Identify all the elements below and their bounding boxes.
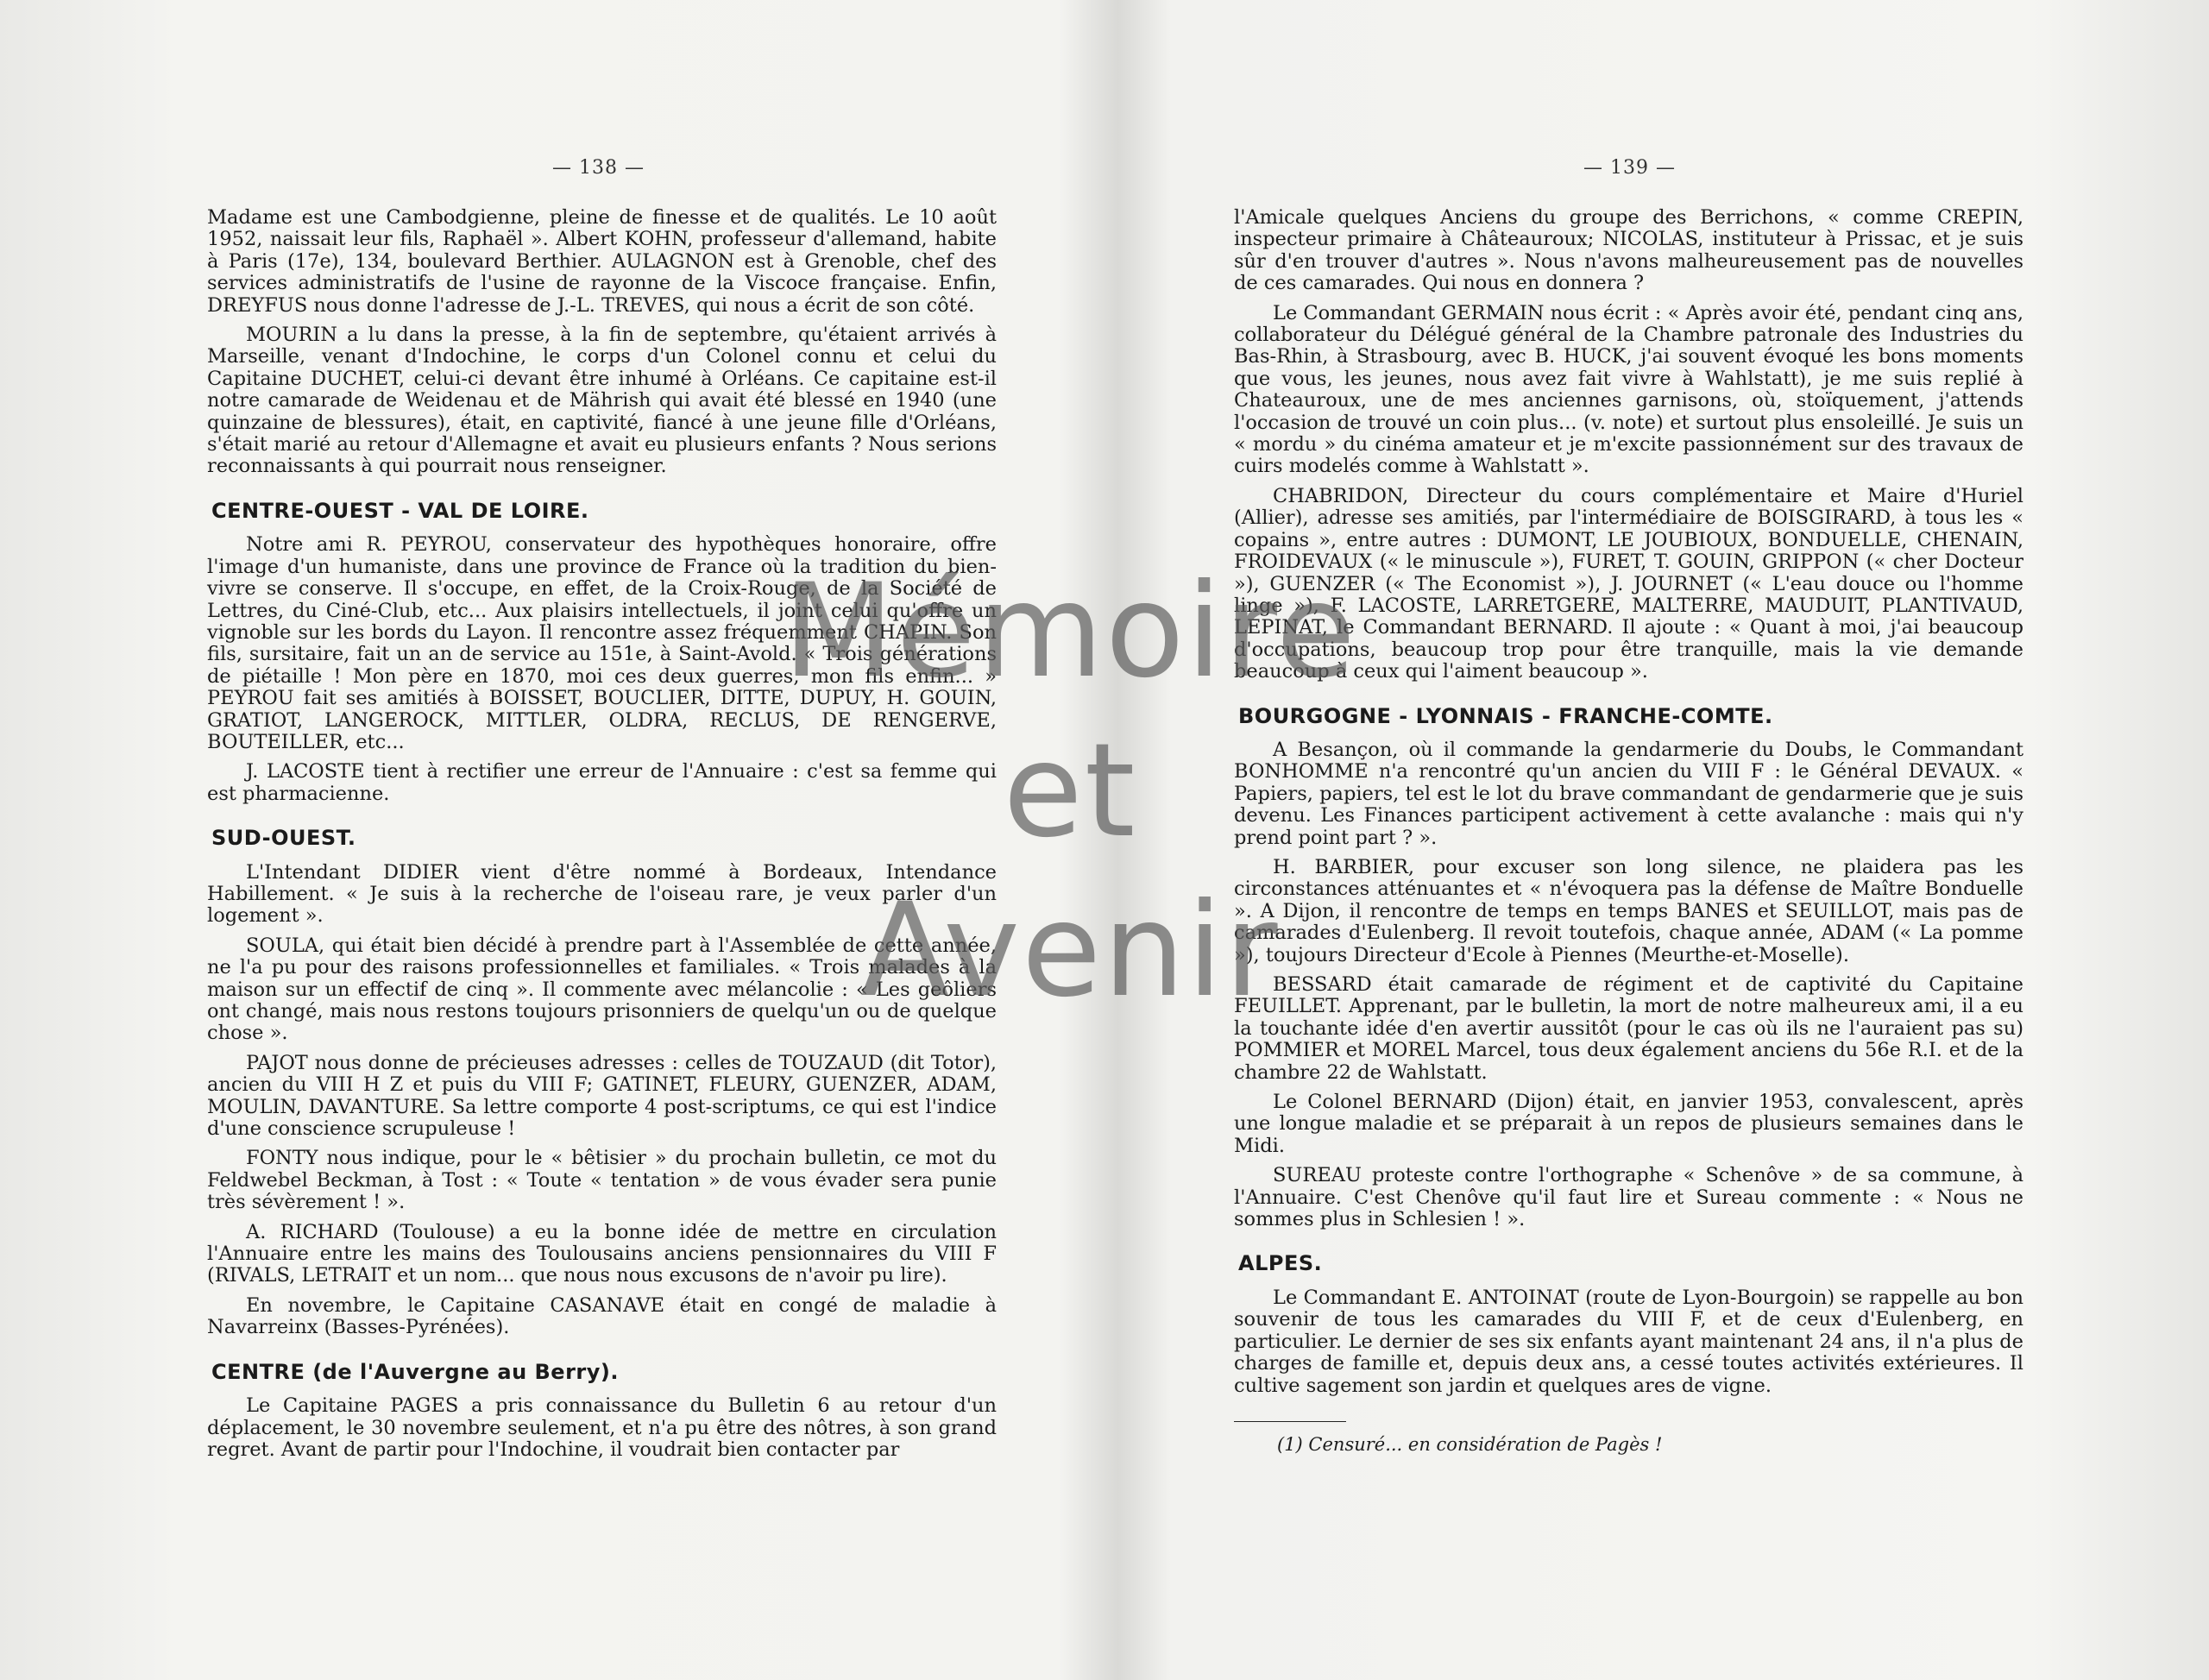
paragraph: CHABRIDON, Directeur du cours complémentaire et Maire d'Huriel (Allier), adresse ses amitiés, par l'intermédiaire de BOISGIRARD, à tous les « copains », entre autres : DUMONT, LE JOUBIOUX, BONDUELLE, CHENAIN, FROIDEVAUX (« le minuscule »), FURET, T. GOUIN, GRIPPON (« cher Docteur »), GUENZER (« The Economist »), J. JOURNET (« L'eau douce ou l'homme linge »), F. LACOSTE, LARRETGERE, MALTERRE, MAUDUIT, PLANTIVAUD, LEPINAT, le Commandant BERNARD. Il ajoute : « Quant à moi, j'ai beaucoup d'occupations, beaucoup trop pour être tranquille, mais la vie demande beaucoup à ceux qui l'aiment beaucoup ». xyxy=(1234,484,2023,683)
paragraph: En novembre, le Capitaine CASANAVE était en congé de maladie à Navarreinx (Basses-Pyrénées). xyxy=(207,1293,997,1339)
footnote-rule xyxy=(1234,1421,1346,1422)
paragraph: A Besançon, où il commande la gendarmerie du Doubs, le Commandant BONHOMME n'a rencontré qu'un ancien du VIII F : le Général DEVAUX. « Papiers, papiers, tel est le lot du brave commandant de gendarmerie que je suis devenu. Les Finances participent activement à cette avalanche : mais qui n'y prend point part ? ». xyxy=(1234,738,2023,849)
paragraph: BESSARD était camarade de régiment et de captivité du Capitaine FEUILLET. Apprenant, par le bulletin, la mort de notre malheureux ami, il a eu la touchante idée d'en avertir aussitôt (pour le cas où ils ne l'auraient pas su) POMMIER et MOREL Marcel, tous deux également anciens du 56e R.I. et de la chambre 22 de Wahlstatt. xyxy=(1234,973,2023,1084)
footnote: (1) Censuré... en considération de Pagès ! xyxy=(1277,1433,1663,1455)
paragraph: FONTY nous indique, pour le « bêtisier » du prochain bulletin, ce mot du Feldwebel Beckman, à Tost : « Toute « tentation » de vous évader sera punie très sévèrement ! ». xyxy=(207,1147,997,1214)
section-heading: BOURGOGNE - LYONNAIS - FRANCHE-COMTE. xyxy=(1238,703,1773,728)
paragraph: A. RICHARD (Toulouse) a eu la bonne idée de mettre en circulation l'Annuaire entre les mains des Toulousains anciens pensionnaires du VIII F (RIVALS, LETRAIT et un nom... que nous nous excusons de n'avoir pu lire). xyxy=(207,1220,997,1287)
paragraph: Le Commandant GERMAIN nous écrit : « Après avoir été, pendant cinq ans, collaborateur du Délégué général de la Chambre patronale des Industries du Bas-Rhin, à Strasbourg, avec B. HUCK, j'ai souvent évoqué les bons moments que vous, les jeunes, nous avez fait vivre à Wahlstatt), je me suis replié à Chateauroux, une de mes anciennes garnisons, où, stoïquement, j'attends l'occasion de trouvé un coin plus... (v. note) et surtout plus ensoleillé. Je suis un « mordu » du cinéma amateur et je m'excite passionnément sur des travaux de cuirs modelés comme à Wahlstatt ». xyxy=(1234,301,2023,478)
paragraph: PAJOT nous donne de précieuses adresses : celles de TOUZAUD (dit Totor), ancien du VIII H Z et puis du VIII F; GATINET, FLEURY, GUENZER, ADAM, MOULIN, DAVANTURE. Sa lettre comporte 4 post-scriptums, ce qui est l'indice d'une conscience scrupuleuse ! xyxy=(207,1051,997,1141)
paragraph: Le Capitaine PAGES a pris connaissance du Bulletin 6 au retour d'un déplacement, le 30 novembre seulement, et n'a pu être des nôtres, à son grand regret. Avant de partir pour l'Indochine, il voudrait bien contacter par xyxy=(207,1394,997,1461)
watermark-line: Avenir xyxy=(860,876,1280,1026)
paragraph: Notre ami R. PEYROU, conservateur des hypothèques honoraire, offre l'image d'un humaniste, dans une province de France où la tradition du bien-vivre se conserve. Il s'occupe, en effet, de la Croix-Rouge, de la Société de Lettres, du Ciné-Club, etc... Aux plaisirs intellectuels, il joint celui qu'offre un vignoble sur les bords du Layon. Il rencontre assez fréquemment CHAPIN. Son fils, sursitaire, fait un an de service au 151e, à Saint-Avold. « Trois générations de piétaille ! Mon père en 1870, moi ces deux guerres, mon fils enfin... » PEYROU fait ses amitiés à BOISSET, BOUCLIER, DITTE, DUPUY, H. GOUIN, GRATIOT, LANGEROCK, MITTLER, OLDRA, RECLUS, DE RENGERVE, BOUTEILLER, etc... xyxy=(207,533,997,753)
watermark xyxy=(742,552,1398,1031)
watermark-line: Mémoire xyxy=(783,557,1357,707)
paragraph: H. BARBIER, pour excuser son long silence, ne plaidera pas les circonstances atténuantes et « n'évoquera pas la défense de Maître Bonduelle ». A Dijon, il rencontre de temps en temps BANES et SEUILLOT, mais pas de camarades d'Eulenberg. Il revoit toutefois, chaque année, ADAM (« La pomme »), toujours Directeur d'Ecole à Piennes (Meurthe-et-Moselle). xyxy=(1234,855,2023,966)
paragraph: Le Colonel BERNARD (Dijon) était, en janvier 1953, convalescent, après une longue maladie et se préparait à un repos de plusieurs semaines dans le Midi. xyxy=(1234,1091,2023,1157)
paragraph: J. LACOSTE tient à rectifier une erreur de l'Annuaire : c'est sa femme qui est pharmacienne. xyxy=(207,760,997,805)
paragraph: L'Intendant DIDIER vient d'être nommé à Bordeaux, Intendance Habillement. « Je suis à la recherche de l'oiseau rare, je veux parler d'un logement ». xyxy=(207,860,997,928)
section-heading: SUD-OUEST. xyxy=(211,826,356,851)
paragraph: l'Amicale quelques Anciens du groupe des Berrichons, « comme CREPIN, inspecteur primaire à Châteauroux; NICOLAS, instituteur à Prissac, et je suis sûr d'en trouver d'autres ». Nous n'avons malheureusement pas de nouvelles de ces camarades. Qui nous en donnera ? xyxy=(1234,206,2023,295)
section-heading: CENTRE-OUEST - VAL DE LOIRE. xyxy=(211,498,589,523)
page-number: — 138 — xyxy=(552,157,645,179)
section-heading: ALPES. xyxy=(1238,1251,1323,1276)
paragraph: MOURIN a lu dans la presse, à la fin de septembre, qu'étaient arrivés à Marseille, venant d'Indochine, le corps d'un Colonel connu et celui du Capitaine DUCHET, celui-ci devant être inhumé à Orléans. Ce capitaine est-il notre camarade de Weidenau et de Mährish qui avait été blessé en 1940 (une quinzaine de blessures), était, en captivité, fiancé à une jeune fille d'Orléans, s'était marié au retour d'Allemagne et avait eu plusieurs enfants ? Nous serions reconnaissants à qui pourrait nous renseigner. xyxy=(207,324,997,478)
watermark-line: et xyxy=(1003,716,1137,866)
page-number: — 139 — xyxy=(1583,157,1676,179)
paragraph: SUREAU proteste contre l'orthographe « Schenôve » de sa commune, à l'Annuaire. C'est Chenôve qu'il faut lire et Sureau commente : « Nous ne sommes plus in Schlesien ! ». xyxy=(1234,1164,2023,1231)
paragraph: Le Commandant E. ANTOINAT (route de Lyon-Bourgoin) se rappelle au bon souvenir de tous les camarades du VIII F, et de ceux d'Eulenberg, en particulier. Le dernier de ses six enfants ayant maintenant 24 ans, il n'a plus de charges de famille et, depuis deux ans, a cessé toutes activités extérieures. Il cultive sagement son jardin et quelques ares de vigne. xyxy=(1234,1286,2023,1397)
paragraph: SOULA, qui était bien décidé à prendre part à l'Assemblée de cette année, ne l'a pu pour des raisons professionnelles et familiales. « Trois malades à la maison sur un effectif de cinq ». Il commente avec mélancolie : « Les geôliers ont changé, mais nous restons toujours prisonniers de quelqu'un ou de quelque chose ». xyxy=(207,934,997,1045)
paragraph: Madame est une Cambodgienne, pleine de finesse et de qualités. Le 10 août 1952, naissait leur fils, Raphaël ». Albert KOHN, professeur d'allemand, habite à Paris (17e), 134, boulevard Berthier. AULAGNON est à Grenoble, chef des services administratifs de l'usine de rayonne de la Viscoce française. Enfin, DREYFUS nous donne l'adresse de J.-L. TREVES, qui nous a écrit de son côté. xyxy=(207,206,997,317)
section-heading: CENTRE (de l'Auvergne au Berry). xyxy=(211,1359,619,1384)
